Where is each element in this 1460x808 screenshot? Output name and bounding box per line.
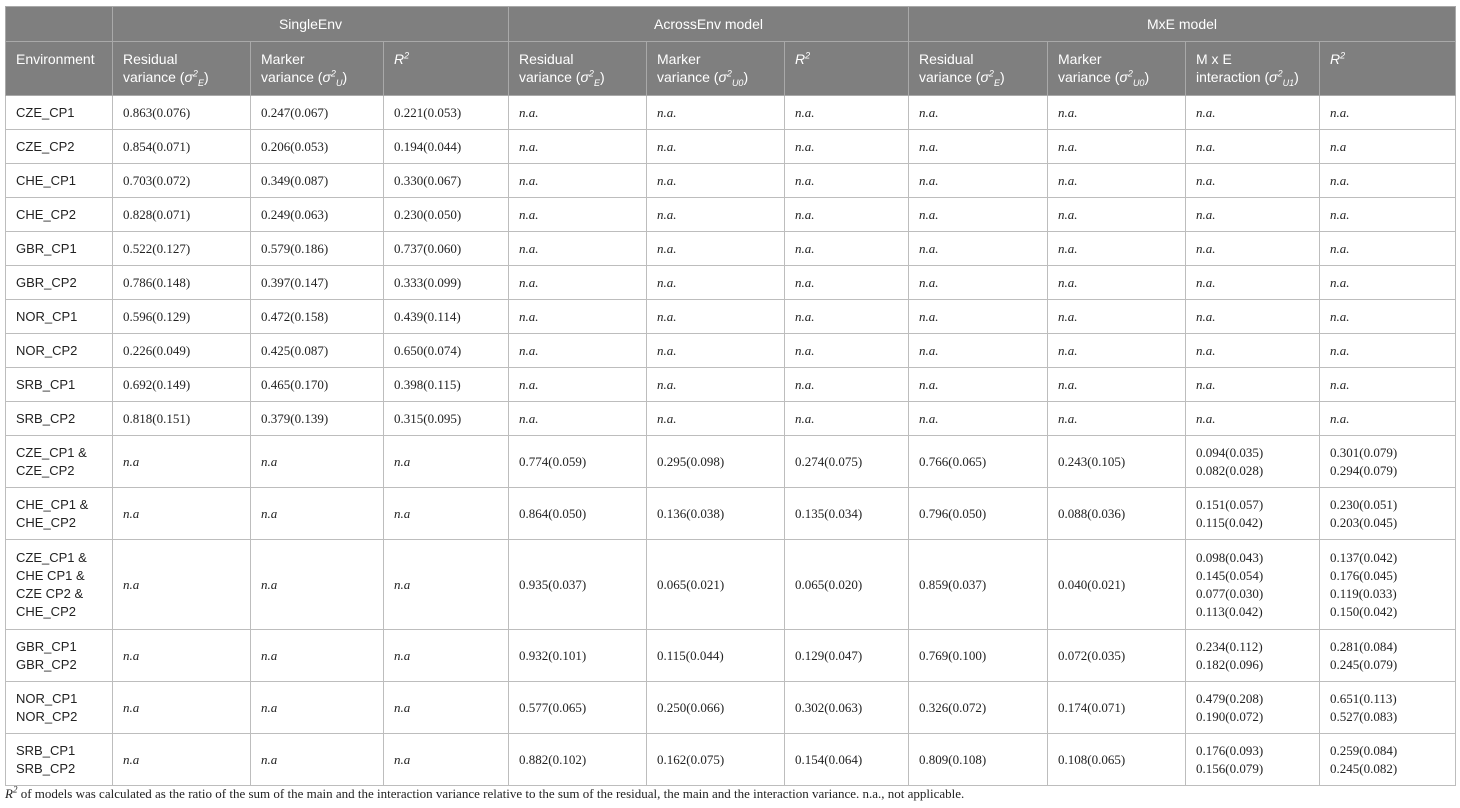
value-cell: n.a. [647, 130, 785, 164]
value-cell: 0.932(0.101) [509, 630, 647, 682]
col-single-marker: Marker variance $(\sigma^2_U)$ [251, 42, 384, 96]
value-cell: n.a. [1320, 96, 1456, 130]
value-cell: n.a. [647, 334, 785, 368]
col-across-marker: Marker variance $(\sigma^2_{U0})$ [647, 42, 785, 96]
value-cell: n.a. [647, 368, 785, 402]
value-cell: 0.136(0.038) [647, 488, 785, 540]
table-body [6, 96, 1456, 786]
value-cell: n.a [251, 682, 384, 734]
value-cell: n.a. [1320, 368, 1456, 402]
table-row [6, 488, 1456, 540]
value-cell: 0.230(0.050) [384, 198, 509, 232]
value-cell: n.a. [509, 198, 647, 232]
value-cell: n.a [113, 630, 251, 682]
value-cell: n.a. [909, 96, 1048, 130]
value-cell: 0.094(0.035) 0.082(0.028) [1186, 436, 1320, 488]
environment-cell: CHE_CP1 [6, 164, 113, 198]
value-cell: 0.472(0.158) [251, 300, 384, 334]
group-header-acrossenv: AcrossEnv model [509, 7, 909, 42]
value-cell: n.a. [1320, 198, 1456, 232]
value-cell: n.a [113, 488, 251, 540]
value-cell: n.a [384, 436, 509, 488]
value-cell: 0.577(0.065) [509, 682, 647, 734]
value-cell: 0.243(0.105) [1048, 436, 1186, 488]
col-mxe-residual: Residual variance $(\sigma^2_E)$ [909, 42, 1048, 96]
col-mxe-r2: $R^2$ [1320, 42, 1456, 96]
col-across-r2: $R^2$ [785, 42, 909, 96]
value-cell: 0.234(0.112) 0.182(0.096) [1186, 630, 1320, 682]
value-cell: n.a [384, 540, 509, 630]
environment-cell: SRB_CP1 SRB_CP2 [6, 734, 113, 786]
value-cell: n.a. [509, 266, 647, 300]
value-cell: n.a. [1186, 334, 1320, 368]
value-cell: n.a. [1186, 368, 1320, 402]
environment-cell: GBR_CP1 GBR_CP2 [6, 630, 113, 682]
value-cell: 0.259(0.084) 0.245(0.082) [1320, 734, 1456, 786]
value-cell: n.a. [509, 96, 647, 130]
value-cell: 0.154(0.064) [785, 734, 909, 786]
value-cell: n.a. [909, 232, 1048, 266]
value-cell: n.a [384, 630, 509, 682]
group-header-mxe: MxE model [909, 7, 1456, 42]
value-cell: n.a [251, 488, 384, 540]
value-cell: 0.162(0.075) [647, 734, 785, 786]
value-cell: n.a. [1186, 300, 1320, 334]
environment-cell: CZE_CP1 [6, 96, 113, 130]
table-row [6, 96, 1456, 130]
value-cell: n.a. [785, 198, 909, 232]
table-row [6, 198, 1456, 232]
value-cell: n.a. [1048, 96, 1186, 130]
value-cell: 0.596(0.129) [113, 300, 251, 334]
value-cell: n.a. [509, 232, 647, 266]
table-row [6, 232, 1456, 266]
column-header-row [6, 42, 1456, 96]
table-row [6, 402, 1456, 436]
value-cell: 0.522(0.127) [113, 232, 251, 266]
value-cell: n.a. [909, 266, 1048, 300]
value-cell: 0.935(0.037) [509, 540, 647, 630]
value-cell: n.a. [1186, 232, 1320, 266]
group-header-singleenv: SingleEnv [113, 7, 509, 42]
value-cell: n.a [113, 682, 251, 734]
value-cell: 0.151(0.057) 0.115(0.042) [1186, 488, 1320, 540]
environment-cell: SRB_CP2 [6, 402, 113, 436]
col-environment: Environment [6, 42, 113, 96]
value-cell: 0.137(0.042) 0.176(0.045) 0.119(0.033) 0.150(0.042) [1320, 540, 1456, 630]
value-cell: 0.425(0.087) [251, 334, 384, 368]
value-cell: n.a [251, 630, 384, 682]
value-cell: n.a. [1320, 402, 1456, 436]
col-mxe-interaction: M x E interaction $(\sigma^2_{U1})$ [1186, 42, 1320, 96]
value-cell: 0.379(0.139) [251, 402, 384, 436]
value-cell: n.a. [785, 232, 909, 266]
value-cell: 0.809(0.108) [909, 734, 1048, 786]
value-cell: n.a. [909, 164, 1048, 198]
value-cell: n.a [1320, 130, 1456, 164]
value-cell: n.a. [509, 368, 647, 402]
value-cell: n.a. [1048, 130, 1186, 164]
value-cell: n.a. [785, 96, 909, 130]
value-cell: n.a. [1186, 130, 1320, 164]
value-cell: 0.250(0.066) [647, 682, 785, 734]
value-cell: 0.040(0.021) [1048, 540, 1186, 630]
value-cell: 0.302(0.063) [785, 682, 909, 734]
value-cell: 0.579(0.186) [251, 232, 384, 266]
value-cell: n.a. [909, 334, 1048, 368]
value-cell: 0.194(0.044) [384, 130, 509, 164]
value-cell: n.a. [509, 300, 647, 334]
value-cell: n.a. [509, 334, 647, 368]
value-cell: 0.854(0.071) [113, 130, 251, 164]
variance-components-table [5, 6, 1456, 786]
value-cell: 0.774(0.059) [509, 436, 647, 488]
value-cell: 0.295(0.098) [647, 436, 785, 488]
group-header-row [6, 7, 1456, 42]
value-cell: 0.247(0.067) [251, 96, 384, 130]
value-cell: n.a. [785, 300, 909, 334]
value-cell: n.a [251, 436, 384, 488]
value-cell: n.a. [1186, 402, 1320, 436]
table-row [6, 540, 1456, 630]
value-cell: n.a [113, 540, 251, 630]
value-cell: 0.692(0.149) [113, 368, 251, 402]
value-cell: 0.065(0.021) [647, 540, 785, 630]
value-cell: n.a. [647, 198, 785, 232]
value-cell: n.a [113, 436, 251, 488]
value-cell: n.a. [909, 300, 1048, 334]
col-mxe-marker: Marker variance $(\sigma^2_{U0})$ [1048, 42, 1186, 96]
value-cell: n.a. [785, 164, 909, 198]
table-row [6, 734, 1456, 786]
col-single-r2: $R^2$ [384, 42, 509, 96]
environment-cell: CZE_CP1 & CHE CP1 & CZE CP2 & CHE_CP2 [6, 540, 113, 630]
value-cell: n.a. [647, 402, 785, 436]
value-cell: n.a. [785, 402, 909, 436]
value-cell: 0.796(0.050) [909, 488, 1048, 540]
environment-cell: NOR_CP1 [6, 300, 113, 334]
value-cell: 0.703(0.072) [113, 164, 251, 198]
table-row [6, 334, 1456, 368]
environment-cell: CHE_CP1 & CHE_CP2 [6, 488, 113, 540]
value-cell: n.a. [1320, 266, 1456, 300]
value-cell: n.a. [1048, 300, 1186, 334]
value-cell: n.a. [785, 334, 909, 368]
value-cell: 0.108(0.065) [1048, 734, 1186, 786]
col-across-residual: Residual variance $(\sigma^2_E)$ [509, 42, 647, 96]
value-cell: n.a. [509, 402, 647, 436]
value-cell: 0.098(0.043) 0.145(0.054) 0.077(0.030) 0.113(0.042) [1186, 540, 1320, 630]
value-cell: n.a. [1320, 334, 1456, 368]
value-cell: n.a. [1048, 266, 1186, 300]
environment-cell: SRB_CP1 [6, 368, 113, 402]
value-cell: n.a. [647, 164, 785, 198]
value-cell: 0.115(0.044) [647, 630, 785, 682]
table-row [6, 630, 1456, 682]
value-cell: 0.882(0.102) [509, 734, 647, 786]
value-cell: 0.226(0.049) [113, 334, 251, 368]
value-cell: 0.301(0.079) 0.294(0.079) [1320, 436, 1456, 488]
value-cell: 0.818(0.151) [113, 402, 251, 436]
value-cell: 0.398(0.115) [384, 368, 509, 402]
environment-cell: GBR_CP2 [6, 266, 113, 300]
value-cell: n.a. [1048, 402, 1186, 436]
value-cell: 0.349(0.087) [251, 164, 384, 198]
value-cell: n.a. [647, 96, 785, 130]
value-cell: 0.737(0.060) [384, 232, 509, 266]
value-cell: n.a. [909, 368, 1048, 402]
table-row [6, 130, 1456, 164]
environment-cell: CZE_CP1 & CZE_CP2 [6, 436, 113, 488]
value-cell: n.a. [909, 198, 1048, 232]
value-cell: 0.129(0.047) [785, 630, 909, 682]
value-cell: 0.863(0.076) [113, 96, 251, 130]
value-cell: n.a. [785, 130, 909, 164]
value-cell: n.a. [1320, 300, 1456, 334]
table-row [6, 300, 1456, 334]
value-cell: n.a. [909, 402, 1048, 436]
value-cell: n.a. [1048, 334, 1186, 368]
value-cell: n.a. [1048, 198, 1186, 232]
value-cell: n.a. [1186, 266, 1320, 300]
value-cell: 0.828(0.071) [113, 198, 251, 232]
table-row [6, 436, 1456, 488]
value-cell: 0.065(0.020) [785, 540, 909, 630]
value-cell: n.a [384, 488, 509, 540]
value-cell: 0.176(0.093) 0.156(0.079) [1186, 734, 1320, 786]
table-row [6, 164, 1456, 198]
table-footnote: $R^2$ of models was calculated as the ratio of the sum of the main and the interaction variance relative to the sum of the residual, the main and the interaction variance. n.a., not applicable. [5, 784, 965, 801]
value-cell: 0.221(0.053) [384, 96, 509, 130]
value-cell: n.a. [509, 130, 647, 164]
value-cell: 0.330(0.067) [384, 164, 509, 198]
value-cell: n.a. [647, 300, 785, 334]
value-cell: 0.274(0.075) [785, 436, 909, 488]
table-row [6, 682, 1456, 734]
value-cell: 0.326(0.072) [909, 682, 1048, 734]
value-cell: n.a. [785, 368, 909, 402]
value-cell: 0.859(0.037) [909, 540, 1048, 630]
value-cell: 0.769(0.100) [909, 630, 1048, 682]
value-cell: 0.439(0.114) [384, 300, 509, 334]
value-cell: n.a. [1186, 96, 1320, 130]
value-cell: 0.479(0.208) 0.190(0.072) [1186, 682, 1320, 734]
value-cell: n.a. [1048, 232, 1186, 266]
environment-cell: CHE_CP2 [6, 198, 113, 232]
value-cell: n.a. [1320, 164, 1456, 198]
value-cell: 0.333(0.099) [384, 266, 509, 300]
group-header-empty [6, 7, 113, 42]
value-cell: 0.315(0.095) [384, 402, 509, 436]
table-row [6, 266, 1456, 300]
value-cell: 0.206(0.053) [251, 130, 384, 164]
value-cell: n.a. [1048, 368, 1186, 402]
environment-cell: GBR_CP1 [6, 232, 113, 266]
value-cell: 0.465(0.170) [251, 368, 384, 402]
value-cell: n.a [113, 734, 251, 786]
value-cell: 0.135(0.034) [785, 488, 909, 540]
value-cell: 0.651(0.113) 0.527(0.083) [1320, 682, 1456, 734]
value-cell: 0.174(0.071) [1048, 682, 1186, 734]
value-cell: 0.088(0.036) [1048, 488, 1186, 540]
value-cell: n.a. [647, 266, 785, 300]
environment-cell: NOR_CP2 [6, 334, 113, 368]
col-single-residual: Residual variance $(\sigma^2_E)$ [113, 42, 251, 96]
value-cell: 0.072(0.035) [1048, 630, 1186, 682]
value-cell: n.a [251, 734, 384, 786]
value-cell: 0.230(0.051) 0.203(0.045) [1320, 488, 1456, 540]
value-cell: n.a. [1186, 198, 1320, 232]
environment-cell: CZE_CP2 [6, 130, 113, 164]
value-cell: 0.249(0.063) [251, 198, 384, 232]
value-cell: 0.281(0.084) 0.245(0.079) [1320, 630, 1456, 682]
value-cell: 0.650(0.074) [384, 334, 509, 368]
value-cell: n.a. [909, 130, 1048, 164]
environment-cell: NOR_CP1 NOR_CP2 [6, 682, 113, 734]
value-cell: 0.766(0.065) [909, 436, 1048, 488]
value-cell: n.a. [1048, 164, 1186, 198]
value-cell: n.a. [509, 164, 647, 198]
value-cell: 0.786(0.148) [113, 266, 251, 300]
value-cell: 0.864(0.050) [509, 488, 647, 540]
value-cell: n.a [251, 540, 384, 630]
value-cell: n.a. [785, 266, 909, 300]
table-row [6, 368, 1456, 402]
value-cell: n.a [384, 682, 509, 734]
value-cell: n.a. [647, 232, 785, 266]
value-cell: n.a. [1186, 164, 1320, 198]
value-cell: n.a. [1320, 232, 1456, 266]
value-cell: 0.397(0.147) [251, 266, 384, 300]
value-cell: n.a [384, 734, 509, 786]
